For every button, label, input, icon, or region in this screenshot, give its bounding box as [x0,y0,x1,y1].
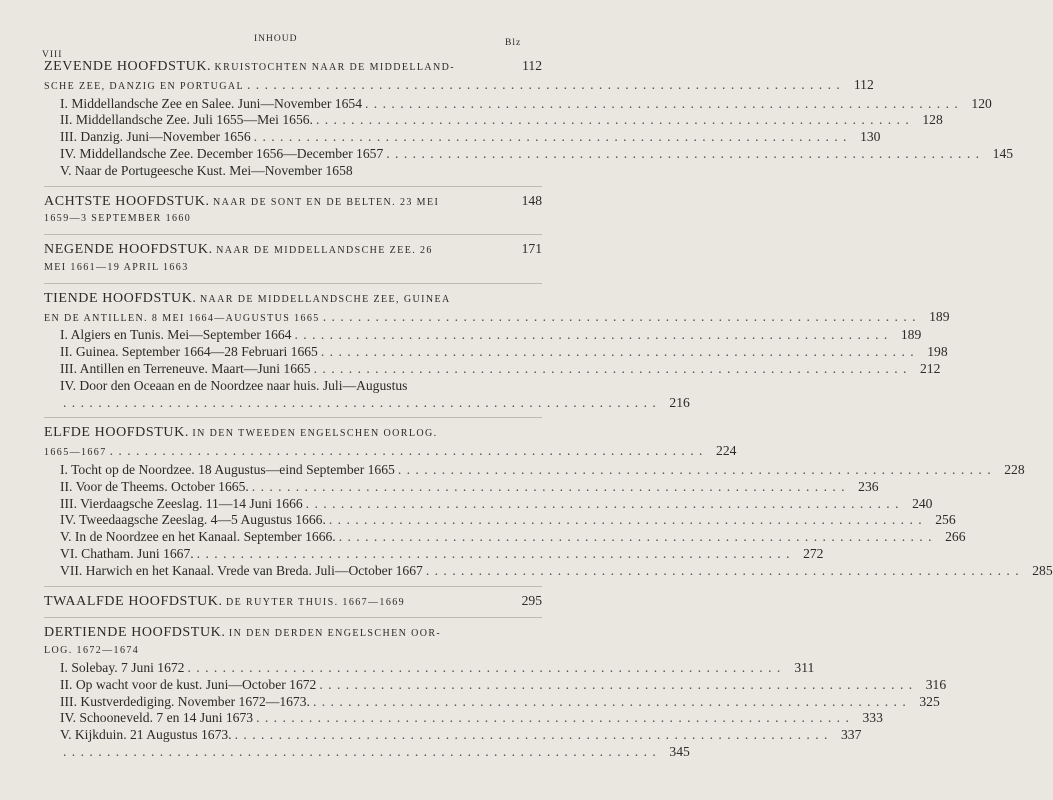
dot-leader [314,361,908,378]
section-title: II. Guinea. September 1664—28 Februari 1665 [60,344,318,360]
dot-leader [187,660,781,677]
chapter-heading-text [44,624,441,643]
section-title: VI. Chatham. Juni 1667. [60,545,194,561]
chapter-heading [44,624,542,643]
section-title: V. In de Noordzee en het Kanaal. September 1666. [60,529,336,545]
chapter-heading-continuation [44,643,542,660]
dot-leader [110,443,704,460]
table-of-contents [44,58,1053,767]
section-page-number: 266 [945,529,966,545]
dot-leader [63,395,657,412]
chapter-subtitle: IN DEN TWEEDEN ENGELSCHEN OORLOG. [192,428,438,440]
section-title: I. Middellandsche Zee en Salee. Juni—November 1654 [60,95,362,111]
dot-leader [252,479,846,496]
chapter-page-number: 148 [521,192,542,208]
section-title: IV. Schooneveld. 7 en 14 Juni 1673 [60,710,254,726]
section-entry [44,512,956,529]
section-page-number: 316 [925,676,947,692]
section-entry [44,129,881,146]
section-page-number: 189 [900,327,922,343]
section-page-number: 240 [912,495,933,511]
section-page-number: 120 [971,95,992,111]
chapter-entry [44,617,947,766]
chapter-title: DERTIENDE HOOFDSTUK. [44,625,226,641]
dot-leader [247,77,841,94]
chapter-heading-text [44,241,433,260]
chapter-heading-text [44,58,455,77]
section-page-number: 198 [927,344,948,360]
chapter-title: TIENDE HOOFDSTUK. [44,290,197,306]
section-page-number: 337 [841,727,862,743]
chapter-heading-continuation [44,76,874,96]
section-page-number: 272 [803,545,824,561]
section-title: III. Danzig. Juni—November 1656 [60,129,251,145]
section-page-number: 145 [992,145,1014,161]
section-title: II. Middellandsche Zee. Juli 1655—Mei 1656. [60,112,313,128]
section-page-number: 236 [858,478,879,494]
section-page-number: 228 [1004,461,1025,477]
chapter-heading [44,593,542,612]
dot-leader [235,727,829,744]
chapter-page-number: 189 [929,308,950,324]
section-title: V. Naar de Portugeesche Kust. Mei—November 1658 [60,162,353,178]
running-title: INHOUD [254,34,298,44]
chapter-heading [44,241,542,260]
chapter-subtitle-continued: LOG. 1672—1674 [44,645,140,657]
chapter-title: ZEVENDE HOOFDSTUK. [44,59,212,74]
section-entry [44,529,966,546]
dot-leader [313,694,907,711]
section-title: II. Voor de Theems. October 1665. [60,478,249,494]
section-title: IV. Door den Oceaan en de Noordzee naar huis. Juli—Augustus [60,377,408,393]
chapter-subtitle: NAAR DE SONT EN DE BELTEN. 23 MEI [213,196,440,208]
running-header [0,34,570,60]
chapter-title: ELFDE HOOFDSTUK. [44,425,189,441]
section-page-number: 345 [669,743,690,759]
dot-leader [398,462,992,479]
chapter-subtitle-continued: SCHE ZEE, DANZIG EN PORTUGAL [44,80,244,92]
section-entry [44,163,542,180]
section-title: III. Kustverdediging. November 1672—1673. [60,693,310,709]
dot-leader [426,563,1020,580]
section-entry [44,394,690,412]
section-entry [44,378,542,395]
chapter-subtitle-continued: MEI 1661—19 APRIL 1663 [44,261,189,273]
dot-leader [323,309,917,326]
chapter-title: NEGENDE HOOFDSTUK. [44,242,213,258]
chapter-title: ACHTSTE HOOFDSTUK. [44,193,210,209]
section-entry [44,743,690,761]
section-entry [44,360,941,378]
dot-leader [319,677,913,694]
dot-leader [329,512,923,529]
chapter-page-number: 171 [521,241,542,257]
dot-leader [63,744,657,761]
chapter-subtitle: NAAR DE MIDDELLANDSCHE ZEE. 26 [216,245,433,257]
chapter-heading-continuation [44,211,542,228]
chapter-entry [44,58,1014,186]
chapter-entry [44,417,1053,585]
section-title: IV. Middellandsche Zee. December 1656—December 1657 [60,145,384,161]
dot-leader [316,112,910,129]
chapter-entry [44,234,542,283]
section-entry [44,659,815,677]
section-entry [44,727,862,744]
dot-leader [365,96,959,113]
section-title: V. Kijkduin. 21 Augustus 1673. [60,727,232,743]
chapter-subtitle-continued: 1665—1667 [44,447,107,459]
section-entry [44,344,948,361]
dot-leader [386,146,980,163]
section-title: III. Antillen en Terreneuve. Maart—Juni 1665 [60,360,311,376]
chapter-heading [44,424,542,443]
section-entry [44,95,992,113]
section-entry [44,710,883,727]
chapter-heading [44,290,542,309]
chapter-entry [44,283,950,418]
section-entry [44,112,943,129]
dot-leader [254,129,848,146]
section-entry [44,461,1025,479]
section-page-number: 311 [794,659,815,675]
section-entry [44,327,922,344]
section-page-number: 333 [862,710,883,726]
section-entry [44,693,940,711]
chapter-page-number: 112 [522,58,542,73]
chapter-heading-text [44,424,438,443]
chapter-heading-text [44,593,405,612]
dot-leader [306,496,900,513]
section-title: III. Vierdaagsche Zeeslag. 11—14 Juni 1666 [60,495,303,511]
chapter-subtitle-continued: 1659—3 SEPTEMBER 1660 [44,213,192,225]
section-page-number: 130 [860,129,881,145]
section-entry [44,495,933,513]
section-entry [44,545,824,563]
section-entry [44,562,1053,580]
chapter-subtitle: KRUISTOCHTEN NAAR DE MIDDELLAND- [214,62,455,73]
chapter-title: TWAALFDE HOOFDSTUK. [44,593,223,609]
chapter-entry [44,186,542,235]
chapter-subtitle: IN DEN DERDEN ENGELSCHEN OOR- [228,628,442,640]
section-title: I. Tocht op de Noordzee. 18 Augustus—eind September 1665 [60,461,395,477]
page-column-label: Blz [505,38,522,48]
section-entry [44,676,947,694]
dot-leader [197,546,791,563]
section-title: VII. Harwich en het Kanaal. Vrede van Breda. Juli—October 1667 [60,562,423,578]
section-title: II. Op wacht voor de kust. Juni—October 1672 [60,676,317,692]
section-title: IV. Tweedaagsche Zeeslag. 4—5 Augustus 1666. [60,512,326,528]
section-title: I. Algiers en Tunis. Mei—September 1664 [60,327,292,343]
dot-leader [321,344,915,361]
dot-leader [294,327,888,344]
dot-leader [339,529,933,546]
chapter-heading-text [44,193,439,212]
chapter-heading-continuation [44,260,542,277]
chapter-page-number: 295 [521,592,542,608]
chapter-subtitle: NAAR DE MIDDELLANDSCHE ZEE, GUINEA [199,293,451,305]
section-page-number: 285 [1032,562,1053,578]
page-number-roman: VIII [42,50,63,60]
section-page-number: 128 [922,112,943,128]
dot-leader [256,710,850,727]
section-entry [44,145,1014,163]
chapter-page-number: 112 [853,76,874,92]
chapter-entry [44,586,542,618]
chapter-heading [44,58,542,77]
chapter-subtitle: DE RUYTER THUIS. 1667—1669 [226,596,406,608]
section-page-number: 256 [935,512,956,528]
chapter-heading-continuation [44,308,950,328]
chapter-heading-text [44,290,451,309]
chapter-heading [44,193,542,212]
chapter-heading-continuation [44,443,737,462]
chapter-subtitle-continued: EN DE ANTILLEN. 8 MEI 1664—AUGUSTUS 1665 [44,312,320,324]
section-entry [44,478,879,496]
section-page-number: 212 [920,360,941,376]
section-page-number: 325 [919,693,940,709]
section-title: I. Solebay. 7 Juni 1672 [60,659,185,675]
chapter-page-number: 224 [716,443,737,459]
section-page-number: 216 [669,394,690,410]
